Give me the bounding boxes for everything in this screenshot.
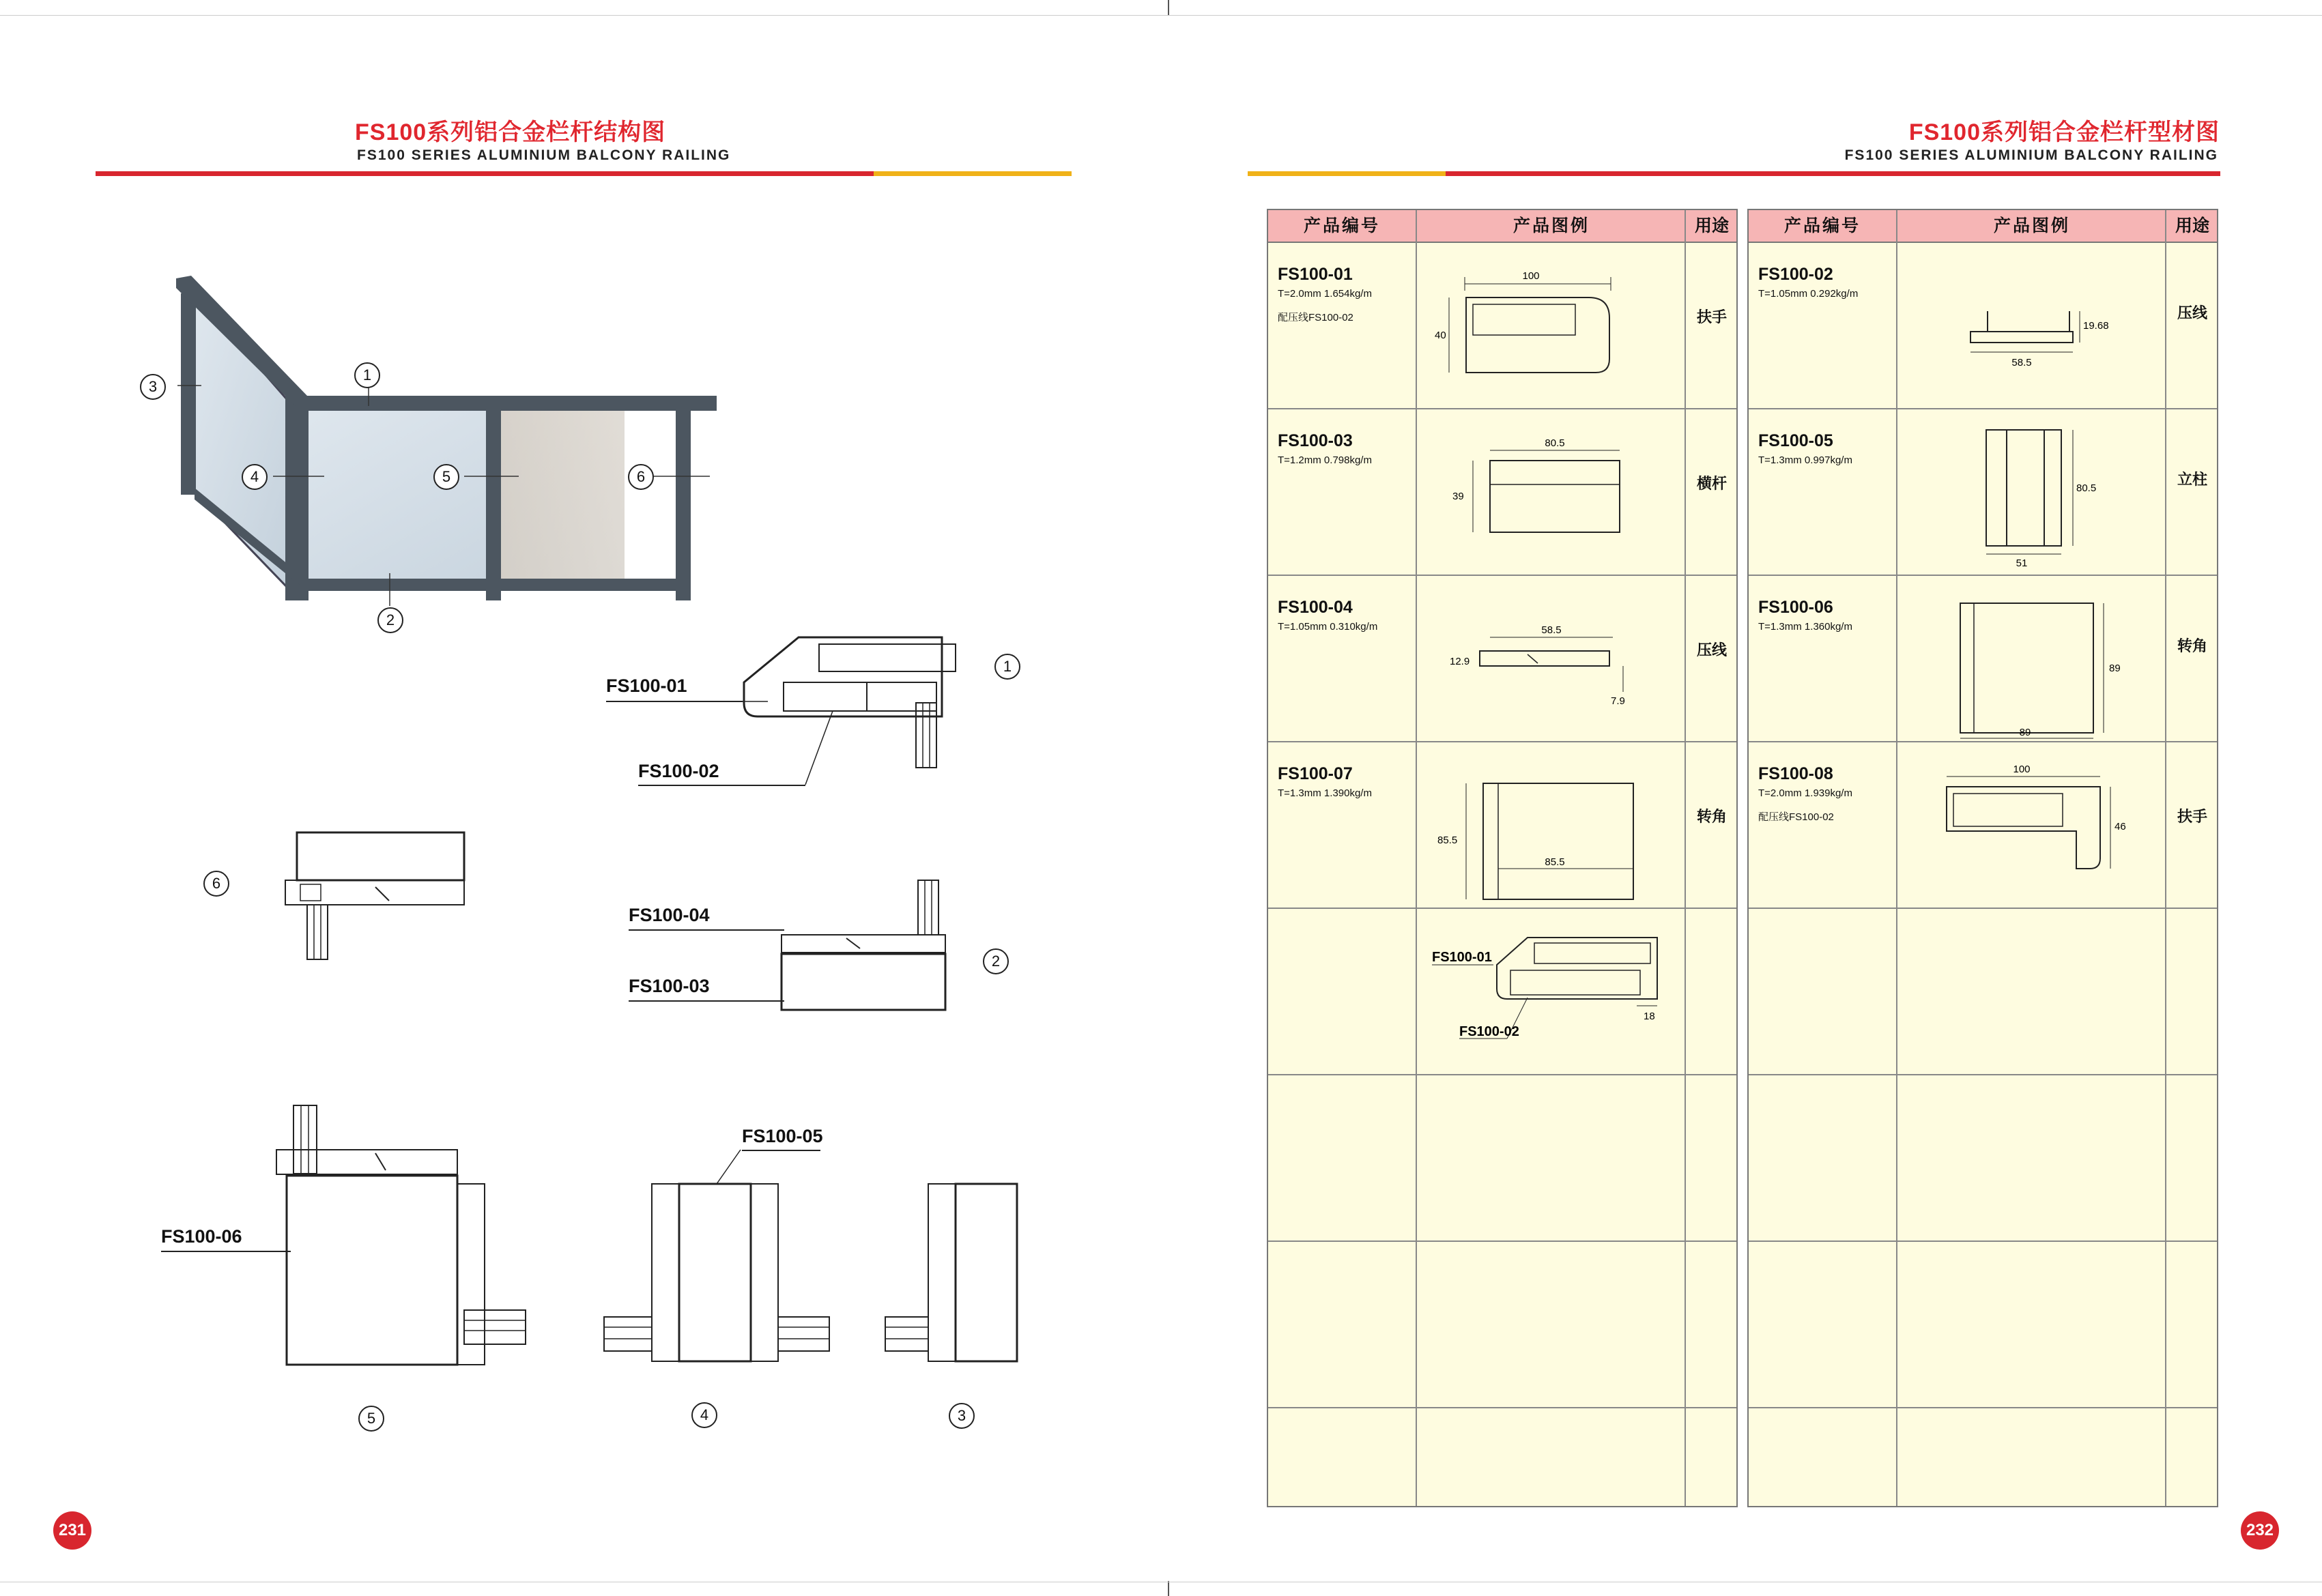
product-code: FS100-08 — [1758, 764, 1833, 783]
product-spec: T=1.3mm 0.997kg/m — [1758, 454, 1852, 466]
product-note: 配压线FS100-02 — [1758, 811, 1834, 823]
product-code: FS100-04 — [1278, 598, 1353, 617]
product-use: 横杆 — [1696, 475, 1727, 492]
product-spec: T=2.0mm 1.654kg/m — [1278, 288, 1372, 300]
product-spec: T=2.0mm 1.939kg/m — [1758, 787, 1852, 799]
label-fs100-02: FS100-02 — [638, 761, 719, 781]
bottom-rail — [307, 579, 689, 591]
marker-2-section: 2 — [983, 948, 1009, 974]
post — [181, 293, 196, 495]
header-code: 产品编号 — [1783, 216, 1861, 235]
leader-underline — [606, 701, 743, 702]
marker-4: 4 — [242, 464, 268, 490]
profile-figure — [1425, 590, 1671, 740]
label-fs100-05: FS100-05 — [742, 1126, 823, 1146]
product-use: 扶手 — [2177, 808, 2207, 825]
dim-label: 12.9 — [1450, 656, 1470, 667]
product-code: FS100-02 — [1758, 265, 1833, 284]
product-use: 扶手 — [1696, 308, 1727, 325]
label-fs100-04: FS100-04 — [629, 905, 710, 925]
stone-wall — [491, 399, 625, 583]
marker-3: 3 — [140, 374, 166, 400]
crop-mark — [1168, 0, 1169, 15]
product-spec: T=1.2mm 0.798kg/m — [1278, 454, 1372, 466]
label-fs100-03: FS100-03 — [629, 976, 710, 996]
product-use: 压线 — [1696, 641, 1727, 658]
marker-5-section: 5 — [358, 1406, 384, 1432]
dim-label: 89 — [2109, 663, 2121, 674]
dim-label: 100 — [1522, 270, 1540, 282]
leader-underline — [638, 785, 805, 786]
section-5-drawing — [273, 1105, 532, 1365]
right-header-rule — [1446, 171, 2220, 176]
profile-figure — [1906, 590, 2151, 740]
leader-underline — [629, 929, 784, 931]
product-note: 配压线FS100-02 — [1278, 312, 1353, 323]
right-header-rule-accent — [1248, 171, 1446, 176]
product-code: FS100-05 — [1758, 431, 1833, 450]
table-header — [1268, 210, 1736, 243]
dim-label: 85.5 — [1545, 856, 1565, 868]
dim-label: 46 — [2115, 821, 2126, 832]
dim-label: 89 — [2019, 727, 2031, 738]
header-use: 用途 — [2175, 216, 2209, 235]
header-figure: 产品图例 — [1513, 216, 1590, 235]
assembly-figure — [1418, 917, 1678, 1067]
profile-figure — [1906, 756, 2151, 906]
product-code: FS100-03 — [1278, 431, 1353, 450]
label-fs100-06: FS100-06 — [161, 1226, 242, 1247]
leader-underline — [742, 1150, 820, 1151]
dim-label: 58.5 — [2011, 357, 2032, 368]
crop-mark — [0, 15, 2322, 16]
profile-table-right — [1747, 209, 2218, 1507]
dim-label: 85.5 — [1437, 835, 1458, 846]
profile-figure — [1425, 423, 1671, 573]
section-2-drawing — [778, 880, 983, 1017]
product-use: 立柱 — [2177, 471, 2207, 488]
crop-mark — [1168, 1581, 1169, 1596]
product-spec: T=1.3mm 1.390kg/m — [1278, 787, 1372, 799]
left-title-cn: FS100系列铝合金栏杆结构图 — [355, 119, 666, 145]
section-4-drawing — [601, 1180, 833, 1365]
marker-1-section: 1 — [994, 654, 1020, 680]
marker-6: 6 — [628, 464, 654, 490]
marker-4-section: 4 — [691, 1402, 717, 1428]
profile-table-left — [1267, 209, 1738, 1507]
dim-label: 19.68 — [2083, 320, 2109, 332]
right-title-en: FS100 SERIES ALUMINIUM BALCONY RAILING — [1844, 147, 2218, 163]
profile-figure — [1425, 756, 1671, 906]
right-title-cn: FS100系列铝合金栏杆型材图 — [1908, 119, 2220, 145]
dim-label: 100 — [2013, 764, 2031, 775]
page-number-left: 231 — [53, 1511, 91, 1550]
header-use: 用途 — [1694, 216, 1729, 235]
dim-label: 58.5 — [1541, 624, 1562, 636]
dim-label: 51 — [2016, 557, 2028, 569]
header-figure: 产品图例 — [1993, 216, 2070, 235]
dim-label: 7.9 — [1611, 695, 1625, 707]
left-header-rule — [96, 171, 874, 176]
page-number-right: 232 — [2241, 1511, 2279, 1550]
header-code: 产品编号 — [1303, 216, 1380, 235]
dim-label: 39 — [1452, 491, 1464, 502]
product-use: 转角 — [2177, 637, 2207, 654]
dim-label: 18 — [1644, 1011, 1655, 1022]
section-6-drawing — [273, 826, 491, 962]
marker-6-section: 6 — [203, 871, 229, 897]
marker-2: 2 — [377, 607, 403, 633]
product-spec: T=1.3mm 1.360kg/m — [1758, 621, 1852, 633]
marker-5: 5 — [433, 464, 459, 490]
leader-underline — [161, 1251, 291, 1252]
dim-label: 80.5 — [1545, 437, 1565, 449]
product-use: 压线 — [2177, 304, 2207, 321]
marker-1: 1 — [354, 362, 380, 388]
product-spec: T=1.05mm 0.310kg/m — [1278, 621, 1378, 633]
marker-3-section: 3 — [949, 1403, 975, 1429]
post — [676, 396, 691, 600]
product-code: FS100-07 — [1278, 764, 1353, 783]
left-title-en: FS100 SERIES ALUMINIUM BALCONY RAILING — [357, 147, 731, 163]
leader-underline — [629, 1000, 784, 1002]
dim-label: 80.5 — [2076, 482, 2097, 494]
profile-figure — [1906, 423, 2151, 573]
dim-label: 40 — [1435, 330, 1446, 341]
product-spec: T=1.05mm 0.292kg/m — [1758, 288, 1859, 300]
profile-figure — [1906, 257, 2151, 407]
section-3-drawing — [884, 1180, 1034, 1365]
left-header-rule-accent — [874, 171, 1072, 176]
assembly-label-1: FS100-01 — [1432, 950, 1492, 965]
product-code: FS100-06 — [1758, 598, 1833, 617]
product-use: 转角 — [1696, 808, 1727, 825]
product-code: FS100-01 — [1278, 265, 1353, 284]
post — [486, 396, 501, 600]
section-1-drawing — [737, 635, 956, 771]
table-header — [1749, 210, 2217, 243]
assembly-label-2: FS100-02 — [1459, 1024, 1519, 1039]
profile-figure — [1425, 257, 1671, 407]
label-fs100-01: FS100-01 — [606, 676, 687, 696]
